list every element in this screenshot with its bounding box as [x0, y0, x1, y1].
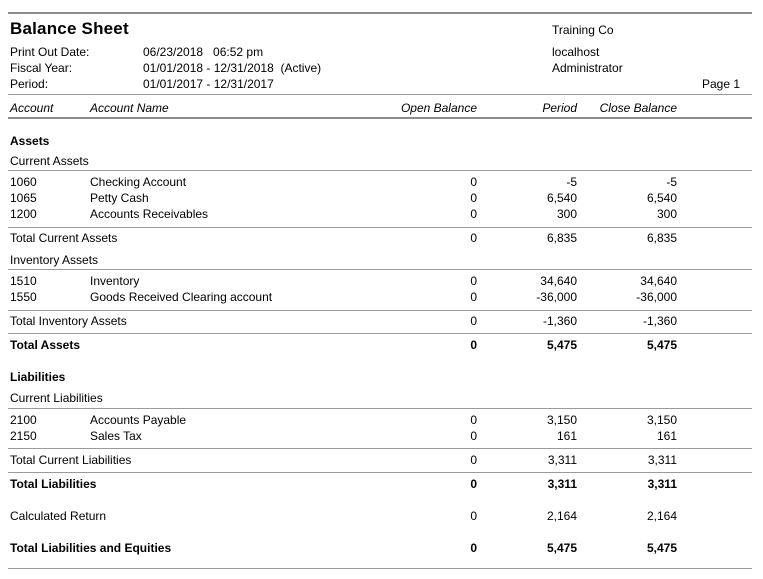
- open-balance: 0: [470, 274, 477, 288]
- calculated-return-label: Calculated Return: [10, 509, 107, 523]
- group-rule: [8, 170, 752, 171]
- col-period: Period: [542, 101, 577, 115]
- subtotal-rule: [8, 448, 752, 449]
- print-date-label: Print Out Date:: [10, 45, 90, 59]
- fiscal-year-label: Fiscal Year:: [10, 61, 73, 75]
- close-balance: -1,360: [642, 314, 677, 328]
- total-label: Total Assets: [10, 338, 81, 352]
- close-balance: 2,164: [646, 509, 677, 523]
- close-balance: 6,540: [646, 191, 677, 205]
- group-heading-inventory-assets: Inventory Assets: [10, 253, 99, 267]
- open-balance: 0: [470, 541, 477, 555]
- close-balance: -5: [666, 175, 677, 189]
- subtotal-rule: [8, 310, 752, 311]
- account-number: 1065: [10, 191, 37, 205]
- open-balance: 0: [470, 175, 477, 189]
- col-account-name: Account Name: [90, 101, 169, 115]
- open-balance: 0: [470, 290, 477, 304]
- col-close-balance: Close Balance: [599, 101, 677, 115]
- open-balance: 0: [470, 338, 477, 352]
- open-balance: 0: [470, 477, 477, 491]
- close-balance: 161: [656, 429, 677, 443]
- close-balance: -36,000: [636, 290, 677, 304]
- period-amount: 6,835: [546, 231, 577, 245]
- period-amount: -36,000: [536, 290, 577, 304]
- account-name: Inventory: [90, 274, 140, 288]
- group-rule: [8, 269, 752, 270]
- group-heading-current-assets: Current Assets: [10, 154, 89, 168]
- section-heading-assets: Assets: [10, 134, 50, 148]
- account-name: Petty Cash: [90, 191, 149, 205]
- period-amount: 3,150: [546, 413, 577, 427]
- group-rule: [8, 408, 752, 409]
- close-balance: 5,475: [646, 541, 677, 555]
- period-amount: 3,311: [547, 453, 577, 467]
- company-name: Training Co: [552, 23, 614, 37]
- subtotal-label: Total Inventory Assets: [10, 314, 127, 328]
- period-amount: 2,164: [546, 509, 577, 523]
- fiscal-year-value: 01/01/2018 - 12/31/2018 (Active): [143, 61, 322, 75]
- account-name: Checking Account: [90, 175, 187, 189]
- total-rule: [8, 333, 752, 334]
- server-name: localhost: [552, 45, 600, 59]
- period-value: 01/01/2017 - 12/31/2017: [143, 77, 274, 91]
- col-account: Account: [10, 101, 54, 115]
- subtotal-label: Total Current Liabilities: [10, 453, 132, 467]
- account-number: 1510: [10, 274, 37, 288]
- group-heading-current-liabilities: Current Liabilities: [10, 391, 103, 405]
- close-balance: 5,475: [646, 338, 677, 352]
- close-balance: 3,311: [647, 477, 677, 491]
- period-amount: -5: [566, 175, 577, 189]
- period-amount: 34,640: [540, 274, 577, 288]
- grand-total-label: Total Liabilities and Equities: [10, 541, 172, 555]
- total-rule: [8, 472, 752, 473]
- account-number: 2100: [10, 413, 37, 427]
- user-name: Administrator: [552, 61, 623, 75]
- close-balance: 6,835: [646, 231, 677, 245]
- account-name: Goods Received Clearing account: [90, 290, 273, 304]
- open-balance: 0: [470, 207, 477, 221]
- open-balance: 0: [470, 429, 477, 443]
- open-balance: 0: [470, 191, 477, 205]
- account-name: Accounts Receivables: [90, 207, 209, 221]
- account-name: Sales Tax: [90, 429, 142, 443]
- close-balance: 3,311: [647, 453, 677, 467]
- period-amount: 300: [556, 207, 577, 221]
- page-number: Page 1: [702, 77, 741, 91]
- open-balance: 0: [470, 413, 477, 427]
- period-amount: 161: [556, 429, 577, 443]
- report-title: Balance Sheet: [10, 19, 129, 38]
- account-number: 1060: [10, 175, 37, 189]
- open-balance: 0: [470, 314, 477, 328]
- print-date-value: 06/23/2018 06:52 pm: [143, 45, 264, 59]
- bottom-rule: [8, 568, 752, 569]
- subtotal-rule: [8, 227, 752, 228]
- top-rule: [8, 12, 752, 14]
- subtotal-label: Total Current Assets: [10, 231, 118, 245]
- open-balance: 0: [470, 231, 477, 245]
- close-balance: 34,640: [640, 274, 677, 288]
- column-header-rule: [8, 117, 752, 119]
- header-top-rule: [8, 94, 752, 95]
- period-amount: 5,475: [546, 338, 577, 352]
- period-amount: -1,360: [542, 314, 577, 328]
- account-number: 1200: [10, 207, 37, 221]
- total-label: Total Liabilities: [10, 477, 97, 491]
- period-amount: 6,540: [546, 191, 577, 205]
- period-amount: 3,311: [547, 477, 577, 491]
- close-balance: 300: [656, 207, 677, 221]
- period-label: Period:: [10, 77, 49, 91]
- period-amount: 5,475: [546, 541, 577, 555]
- account-name: Accounts Payable: [90, 413, 187, 427]
- open-balance: 0: [470, 453, 477, 467]
- account-number: 1550: [10, 290, 37, 304]
- close-balance: 3,150: [646, 413, 677, 427]
- section-heading-liabilities: Liabilities: [10, 370, 66, 384]
- open-balance: 0: [470, 509, 477, 523]
- col-open-balance: Open Balance: [400, 101, 477, 115]
- account-number: 2150: [10, 429, 37, 443]
